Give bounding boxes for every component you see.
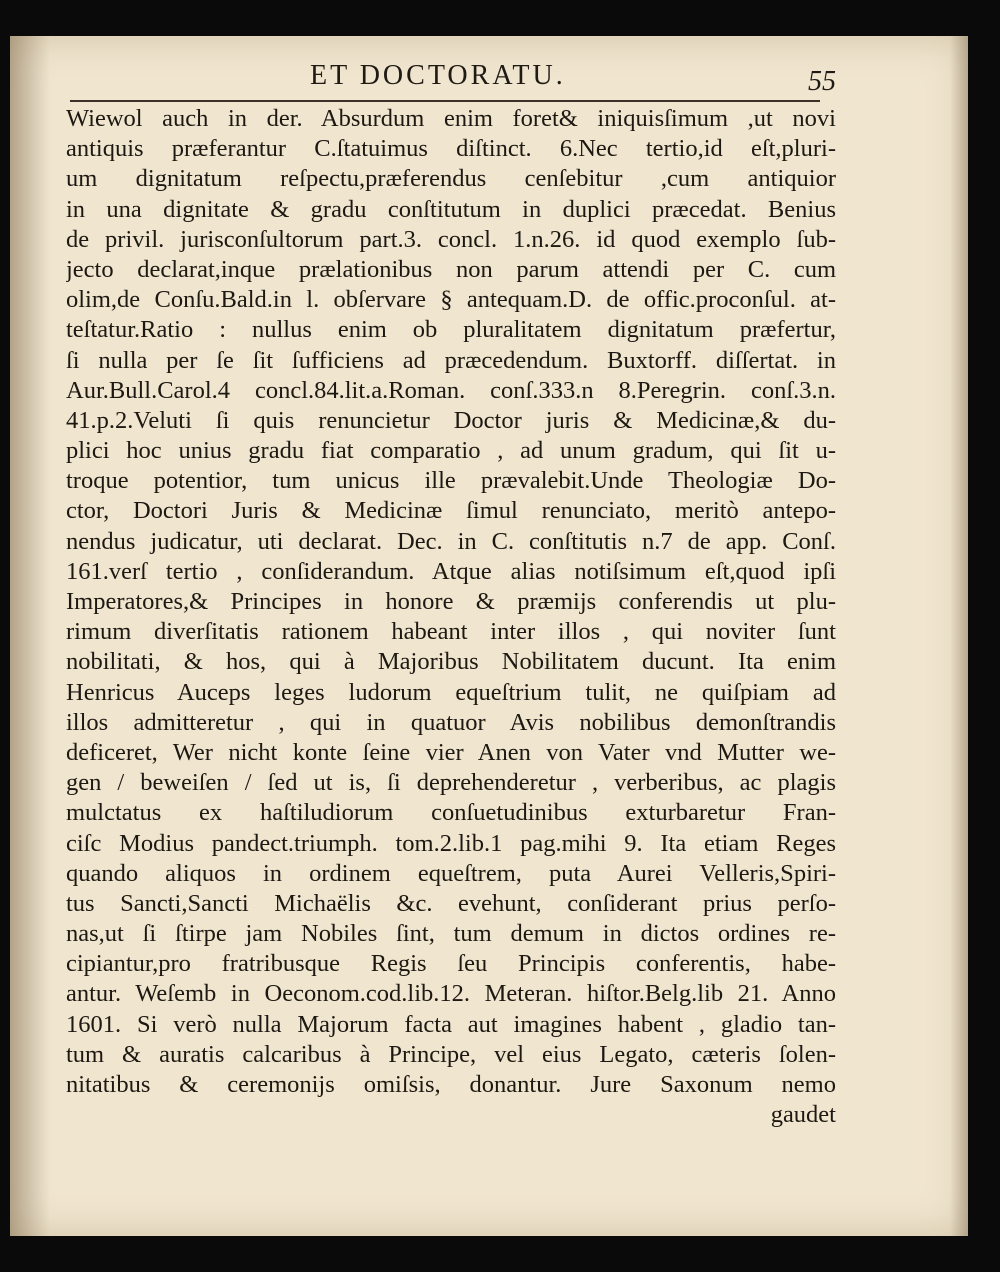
text-line: nobilitati, & hos, qui à Majoribus Nobilitatem ducunt. Ita enim: [66, 648, 836, 676]
text-line: Imperatores,& Principes in honore & præmijs conferendis ut plu-: [66, 588, 836, 615]
text-line: Wiewol auch in der. Absurdum enim foret& iniquisſimum ,ut novi: [66, 105, 836, 132]
text-line: in una dignitate & gradu conſtitutum in duplici præcedat. Benius: [66, 195, 836, 223]
text-line: ſi nulla per ſe ſit ſufficiens ad præcedendum. Buxtorff. diſſertat. in: [66, 346, 836, 374]
text-line: um dignitatum reſpectu,præferendus cenſebitur ,cum antiquior: [66, 165, 836, 193]
text-line: ciſc Modius pandect.triumph. tom.2.lib.1 pag.mihi 9. Ita etiam Reges: [66, 829, 836, 857]
text-line: deficeret, Wer nicht konte ſeine vier Anen von Vater vnd Mutter we-: [66, 738, 836, 766]
text-line: tus Sancti,Sancti Michaëlis &c. evehunt, conſiderant prius perſo-: [66, 889, 836, 917]
text-line: 1601. Si verò nulla Majorum facta aut imagines habent , gladio tan-: [66, 1010, 836, 1038]
text-line: tum & auratis calcaribus à Principe, vel eius Legato, cæteris ſolen-: [66, 1040, 836, 1068]
text-line: rimum diverſitatis rationem habeant inter illos , qui noviter ſunt: [66, 618, 836, 646]
book-page: [10, 36, 968, 1236]
text-line: nas,ut ſi ſtirpe jam Nobiles ſint, tum demum in dictos ordines re-: [66, 920, 836, 948]
text-line: cipiantur,pro fratribusque Regis ſeu Principis conferentis, habe-: [66, 950, 836, 978]
text-line: teſtatur.Ratio : nullus enim ob pluralitatem dignitatum præfertur,: [66, 316, 836, 344]
text-line: ctor, Doctori Juris & Medicinæ ſimul renunciato, meritò antepo-: [66, 497, 836, 525]
catchword: gaudet: [770, 1101, 836, 1129]
text-line: troque potentior, tum unicus ille prævalebit.Unde Theologiæ Do-: [66, 467, 836, 495]
text-line: jecto declarat,inque prælationibus non parum attendi per C. cum: [66, 255, 836, 283]
text-line: Aur.Bull.Carol.4 concl.84.lit.a.Roman. conſ.333.n 8.Peregrin. conſ.3.n.: [66, 376, 836, 404]
header-rule: [70, 100, 820, 102]
text-line: quando aliquos in ordinem equeſtrem, puta Aurei Velleris,Spiri-: [66, 859, 836, 887]
text-line: de privil. jurisconſultorum part.3. concl. 1.n.26. id quod exemplo ſub-: [66, 225, 836, 253]
text-line: illos admitteretur , qui in quatuor Avis nobilibus demonſtrandis: [66, 708, 836, 736]
running-head: ET DOCTORATU.: [310, 60, 566, 91]
text-line: mulctatus ex haſtiludiorum conſuetudinibus exturbaretur Fran-: [66, 799, 836, 827]
text-line: nendus judicatur, uti declarat. Dec. in C. conſtitutis n.7 de app. Conſ.: [66, 527, 836, 555]
body-text: [66, 104, 836, 1130]
text-line: plici hoc unius gradu fiat comparatio , ad unum gradum, qui ſit u-: [66, 437, 836, 465]
text-line: olim,de Conſu.Bald.in l. obſervare § antequam.D. de offic.proconſul. at-: [66, 286, 836, 314]
text-line: antiquis præferantur C.ſtatuimus diſtinct. 6.Nec tertio,id eſt,pluri-: [66, 135, 836, 163]
text-line: Henricus Auceps leges ludorum equeſtrium tulit, ne quiſpiam ad: [66, 678, 836, 706]
text-line: 161.verſ tertio , conſiderandum. Atque alias notiſsimum eſt,quod ipſi: [66, 557, 836, 585]
text-line: 41.p.2.Veluti ſi quis renuncietur Doctor juris & Medicinæ,& du-: [66, 406, 836, 434]
page-number: 55: [808, 66, 836, 97]
text-line: gen / beweiſen / ſed ut is, ſi deprehenderetur , verberibus, ac plagis: [66, 769, 836, 797]
text-line: antur. Weſemb in Oeconom.cod.lib.12. Meteran. hiſtor.Belg.lib 21. Anno: [66, 980, 836, 1008]
text-line: nitatibus & ceremonijs omiſsis, donantur. Jure Saxonum nemo: [66, 1071, 836, 1098]
